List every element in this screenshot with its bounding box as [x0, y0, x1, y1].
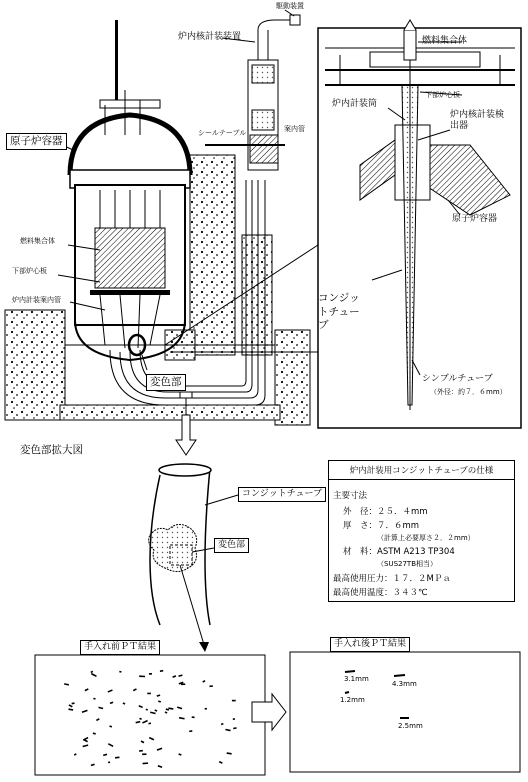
spec-thickness: 厚 さ：７．６mm	[343, 521, 420, 531]
pt-after-box	[290, 652, 520, 772]
pt-after-mark-label: 4.3mm	[392, 680, 417, 688]
label-incore-guide-tube-left: 炉内計装案内管	[12, 296, 61, 304]
spec-thickness-note: （計算上必要厚さ２．２mm）	[377, 534, 475, 542]
spec-max-pressure: 最高使用圧力：１７．２MＰａ	[333, 574, 451, 584]
label-thimble-od: （外径：約７．６mm）	[430, 388, 507, 396]
down-arrow	[176, 392, 196, 455]
pt-indication-mark	[149, 673, 152, 675]
label-lower-core-plate-detail: 下部炉心板	[425, 91, 460, 99]
label-discoloration-main: 変色部	[146, 374, 186, 391]
enlarged-tube	[149, 464, 238, 652]
reactor-vessel	[70, 20, 190, 360]
spec-table	[328, 460, 515, 602]
pt-indication-mark	[233, 718, 235, 720]
spec-title: 炉内計装用コンジットチューブの仕様	[329, 461, 514, 480]
label-incore-instr-device: 炉内核計装装置	[178, 32, 242, 42]
pt-after-mark-label: 2.5mm	[398, 722, 423, 730]
pt-before-box	[35, 655, 265, 775]
label-lower-core-plate-left: 下部炉心板	[12, 267, 47, 275]
pt-indication-mark	[139, 750, 143, 752]
label-seal-table: シールテーブル	[198, 129, 247, 137]
label-guide-tube: 案内管	[284, 125, 305, 133]
label-reactor-vessel-left: 原子炉容器	[6, 133, 67, 150]
spec-material-note: （SUS27TB相当）	[377, 560, 437, 568]
label-enlarged-title: 変色部拡大図	[20, 444, 83, 456]
spec-max-temp: 最高使用温度：３４３℃	[333, 588, 428, 598]
pt-indication-mark	[232, 700, 236, 702]
pt-indication-mark	[93, 698, 95, 700]
pt-indication-mark	[108, 761, 110, 763]
spec-od: 外 径：２５．４mm	[343, 507, 428, 517]
pt-after-mark-label: 3.1mm	[344, 675, 369, 683]
pt-indication-mark	[139, 675, 145, 677]
label-drive-unit: 駆動装置	[276, 2, 304, 10]
pt-after-mark-label: 1.2mm	[340, 696, 365, 704]
label-conduit-tube-main: コンジットチューブ	[318, 292, 360, 332]
detail-box	[318, 20, 521, 428]
label-conduit-tube-enlarged: コンジットチューブ	[238, 487, 326, 502]
label-incore-detector: 炉内核計装検出器	[450, 110, 505, 131]
spec-main-dims: 主要寸法	[333, 491, 368, 501]
label-fuel-assembly-left: 燃料集合体	[20, 237, 55, 245]
pt-indication-mark	[142, 753, 146, 755]
label-reactor-vessel-detail: 原子炉容器	[452, 214, 498, 224]
label-discoloration-enlarged: 変色部	[214, 538, 249, 553]
label-pt-after-title: 手入れ後ＰＴ結果	[330, 637, 410, 652]
label-incore-instr-cylinder: 炉内計装筒	[332, 99, 378, 109]
spec-material: 材 料：ASTM A213 TP304	[343, 547, 455, 557]
pt-indication-mark	[209, 685, 213, 687]
label-pt-before-title: 手入れ前ＰＴ結果	[80, 640, 160, 655]
pt-indication-mark	[147, 693, 151, 695]
label-fuel-assembly-detail: 燃料集合体	[422, 36, 468, 46]
label-thimble-tube: シンブルチューブ	[422, 374, 493, 384]
